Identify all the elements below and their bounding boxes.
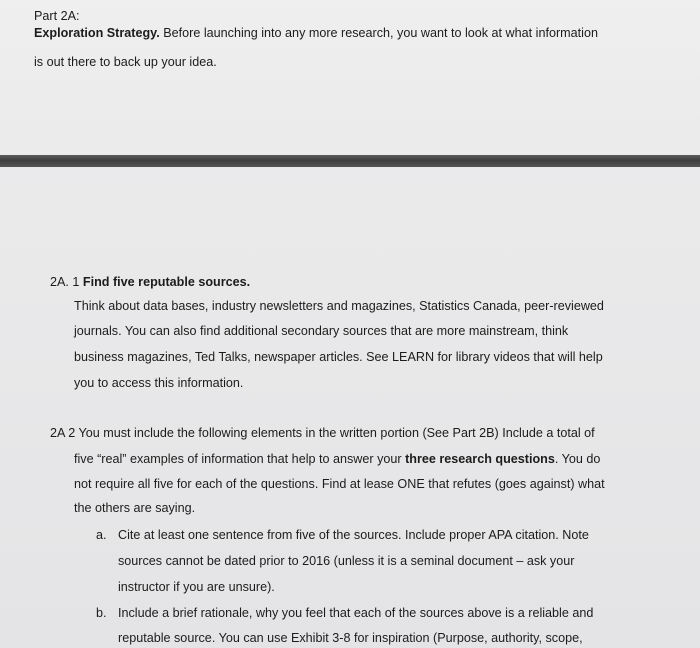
list-item-line: sources cannot be dated prior to 2016 (unless it is a seminal document – ask your [118,554,575,568]
list-item-line: Include a brief rationale, why you feel that each of the sources above is a reliable and [118,606,594,620]
part-heading: Part 2A: [34,9,80,23]
section-1-line: you to access this information. [74,376,244,390]
list-item-line: instructor if you are unsure). [118,580,275,594]
intro-line-1 [34,25,598,41]
section-1-line: Think about data bases, industry newsletters and magazines, Statistics Canada, peer-reviewed [74,299,604,313]
list-item-line: Cite at least one sentence from five of the sources. Include proper APA citation. Note [118,528,589,542]
section-2-line: the others are saying. [74,501,196,515]
section-2-line: not require all five for each of the questions. Find at lease ONE that refutes (goes against) what [74,477,605,491]
section-1-line: journals. You can also find additional secondary sources that are more mainstream, think [74,324,569,338]
list-marker: b. [96,606,107,620]
section-1-number: 2A. 1 [50,275,80,289]
section-2-text: five “real” examples of information that help to answer your [74,452,406,466]
intro-label: Exploration Strategy. [34,26,160,40]
section-2-line [74,451,600,467]
list-marker: a. [96,528,107,542]
intro-line-2: is out there to back up your idea. [34,55,217,69]
section-1-line: business magazines, Ted Talks, newspaper articles. See LEARN for library videos that will help [74,350,603,364]
section-2-text: . You do [554,452,601,466]
section-2-line: 2A 2 You must include the following elements in the written portion (See Part 2B) Include a total of [50,426,595,440]
research-questions-emphasis: three research questions [405,452,555,466]
section-1-title: Find five reputable sources. [79,275,251,289]
list-item-line: reputable source. You can use Exhibit 3-8 for inspiration (Purpose, authority, scope, [118,631,583,645]
section-1-heading [50,274,250,290]
page-divider [0,155,700,167]
intro-text: Before launching into any more research, you want to look at what information [159,26,598,40]
